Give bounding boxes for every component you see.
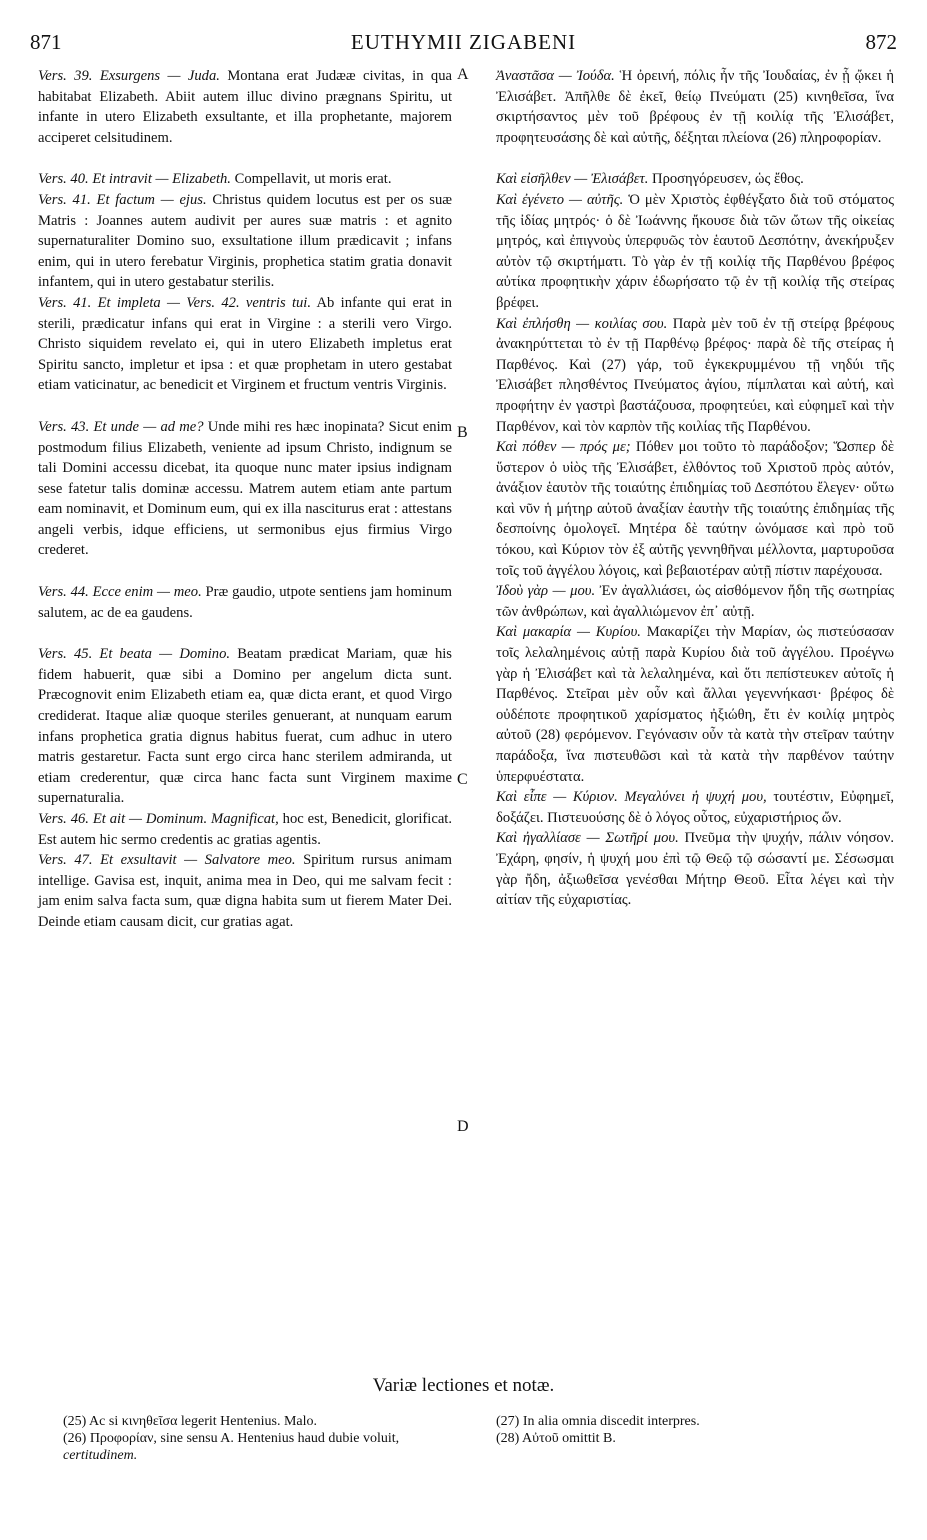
- verse-lemma: Καὶ πόθεν — πρός με;: [496, 439, 631, 456]
- footnote-text: (28) Αὐτοῦ omittit B.: [496, 1431, 616, 1446]
- footnote: [496, 1430, 896, 1447]
- running-title: EUTHYMII ZIGABENI: [350, 30, 577, 54]
- margin-marker-a: A: [457, 66, 469, 83]
- footnote-text: (27) In alia omnia discedit interpres.: [496, 1414, 700, 1429]
- commentary-paragraph: [38, 190, 452, 293]
- commentary-paragraph: [496, 437, 894, 581]
- footnote: [63, 1430, 463, 1464]
- commentary-text: Ἐν ἀγαλλιάσει, ὡς αἰσθόμενον ἤδη τῆς σωτηρίας τῶν ἀνθρώπων, καὶ ἀγαλλιώμενον ἐπ᾽ αὐτῇ.: [496, 583, 894, 620]
- verse-lemma: Vers. 41. Et factum — ejus.: [38, 191, 207, 208]
- commentary-text: Spiritum rursus animam intellige. Gavisa est, inquit, anima mea in Deo, qui me salvam fecit : jam enim salva facta sum, quæ digna habita sum ut fierem Mater Dei. Deinde etiam causam dicit, cur gratias agat.: [38, 852, 452, 930]
- verse-lemma: Ἰδοὺ γὰρ — μου.: [496, 583, 596, 600]
- page-number-left: 871: [30, 30, 62, 54]
- notes-left: [63, 1413, 463, 1464]
- verse-lemma: Vers. 43. Et unde — ad me?: [38, 418, 204, 435]
- verse-lemma: Καὶ εἰσῆλθεν — Ἐλισάβετ.: [496, 171, 649, 188]
- page-header: [30, 30, 897, 60]
- margin-marker-b: B: [457, 424, 468, 441]
- commentary-paragraph: [38, 66, 452, 148]
- verse-lemma: Καὶ εἶπε — Κύριον. Μεγαλύνει ἡ ψυχή μου,: [496, 789, 767, 806]
- verse-lemma: Vers. 41. Et impleta — Vers. 42. ventris tui.: [38, 294, 312, 311]
- commentary-paragraph: [38, 169, 452, 190]
- commentary-text: Ὁ μὲν Χριστὸς ἐφθέγξατο διὰ τοῦ στόματος τῆς ἰδίας μητρός· ὁ δὲ Ἰωάννης ἤκουσε διὰ τῶν ὤτων τῆς οἰκείας μητρός, καὶ ἐπιγνοὺς ὑπερφυῶς τὸν ἑαυτοῦ Δεσπότην, ἀνεκήρυξεν αὐτὸν τῷ σκιρτήματι. Τὸ γὰρ ἐν τῇ κοιλίᾳ τῆς Παρθένου βρέφος αὐτίκα προφητικὴν χάριν ἐδωρήσατο τῷ ἐν τῇ κοιλίᾳ τῆς στείρας βρέφει.: [496, 191, 895, 311]
- commentary-text: Παρὰ μὲν τοῦ ἐν τῇ στείρᾳ βρέφους ἀνακηρύττεται τὸ ἐν τῇ Παρθένῳ βρέφος· παρὰ δὲ τῆς στείρας ἡ Παρθένος. Καὶ (27) γάρ, τοῦ ἐγκεκρυμμένου τῇ νηδύι τῆς Ἐλισάβετ πλησθέντος Πνεύματος ἁγίου, πίμπλαται καὶ αὐτή, καὶ προφήτην ἐν γαστρὶ βαστάζουσα, προφητεύει, καὶ εὐφημεῖ καὶ τὴν Παρθένον, καὶ τὸν καρπὸν τῆς κοιλίας τῆς Παρθένου.: [496, 315, 895, 435]
- commentary-paragraph: [496, 787, 894, 828]
- commentary-paragraph: [38, 850, 452, 932]
- commentary-text: hoc est, Benedicit, glorificat. Est autem hic sermo credentis ac gratias agentis.: [38, 811, 453, 848]
- commentary-paragraph: [38, 293, 452, 396]
- margin-marker-d: D: [457, 1118, 469, 1135]
- commentary-text: Præ gaudio, utpote sentiens jam hominum salutem, ac de ea gaudens.: [38, 584, 452, 621]
- commentary-text: Christus quidem locutus est per os suæ Matris : Joannes autem audivit per aures suæ matris : et agnito supernaturaliter Domino suo, exsultatione illum prædicavit ; infans enim, qui in utero ferebatur Virginis, prophetica statim gratia donavit infantem, qui in utero gestabatur sterilis.: [38, 191, 452, 291]
- commentary-text: τουτέστιν, Εὐφημεῖ, δοξάζει. Πιστευούσης δὲ ὁ λόγος οὗτος, εὐχαριστήριος ὤν.: [496, 789, 894, 826]
- commentary-text: Προσηγόρευσεν, ὡς ἔθος.: [648, 171, 804, 188]
- footnote: [496, 1413, 896, 1430]
- commentary-text: Πόθεν μοι τοῦτο τὸ παράδοξον; Ὥσπερ δὲ ὕστερον ὁ υἱὸς τῆς Ἐλισάβετ, ἐλθόντος τοῦ Χριστοῦ πρὸς αὐτόν, ἀνάξιον ἑαυτὸν τῆς τοιαύτης ἐπιδημίας τοῦ Δεσπότου ἔλεγεν· οὕτω καὶ νῦν ἡ μήτηρ αὐτοῦ ἀναξίαν ἑαυτὴν τῆς τοιαύτης ἐπιδημίας τῆς δεσποίνης ὁμολογεῖ. Μητέρα δὲ ταύτην ὠνόμασε καὶ πρὸ τοῦ τόκου, καὶ Κύριον τὸν ἐξ αὐτῆς γεννηθῆναι μέλλοντα, μαρτυροῦσα τοῖς τοῦ ἀγγέλου λόγοις, καὶ βεβαιοτέραν αὐτῇ πίστιν παρέχουσα.: [496, 439, 894, 579]
- margin-marker-c: C: [457, 771, 468, 788]
- commentary-paragraph: [496, 314, 894, 438]
- commentary-text: Compellavit, ut moris erat.: [230, 171, 392, 188]
- commentary-paragraph: [496, 581, 894, 622]
- latin-column: [38, 66, 452, 933]
- commentary-paragraph: [496, 169, 894, 190]
- commentary-paragraph: [38, 809, 452, 850]
- greek-column: [496, 66, 894, 911]
- verse-lemma: Vers. 39. Exsurgens — Juda.: [38, 68, 220, 84]
- commentary-paragraph: [38, 417, 452, 561]
- verse-lemma: Καὶ ἐγένετο — αὐτῆς.: [496, 191, 624, 208]
- commentary-paragraph: [496, 622, 894, 787]
- footnote-italic: certitudinem.: [63, 1448, 138, 1463]
- verse-lemma: Ἀναστᾶσα — Ἰούδα.: [496, 68, 615, 84]
- commentary-text: Μακαρίζει τὴν Μαρίαν, ὡς πιστεύσασαν τοῖς λελαλημένοις αὐτῇ παρὰ Κυρίου διὰ τοῦ ἀγγέλου. Προέγνω γὰρ ἡ Ἐλισάβετ καὶ τὰ λελαλημένα, καὶ ὅτι πεπίστευκεν αὐτοῖς ἡ Παρθένος. Στεῖραι μὲν οὖν καὶ ἄλλαι γεγεννήκασι· βρέφος δὲ οὐδέποτε προφητικοῦ χαρίσματος ἠξιώθη, ἔτι ἐν κοιλίᾳ μητρὸς αὐτοῦ (28) φερόμενον. Γεγόνασιν οὖν τὰ κατὰ τὴν στεῖραν ταύτην παράδοξα, ἵνα πιστευθῶσι καὶ τὰ κατὰ τὴν παρθένον ταύτην ὑπερφυέστατα.: [496, 624, 894, 785]
- commentary-paragraph: [496, 190, 894, 314]
- commentary-text: Ἡ ὀρεινή, πόλις ἦν τῆς Ἰουδαίας, ἐν ᾗ ᾤκει ἡ Ἐλισάβετ. Ἀπῆλθε δὲ ἐκεῖ, θείῳ Πνεύματι (25) κινηθεῖσα, ἵνα σκιρτήσαντος μὲν τοῦ βρέφους ἐν τῇ κοιλίᾳ τῆς Ἐλισάβετ, προφητευσάσης δὲ καὶ αὐτῆς, δέξηται πλείονα (26) πληροφορίαν.: [496, 68, 894, 146]
- verse-lemma: Vers. 44. Ecce enim — meo.: [38, 584, 202, 601]
- footnote-text: (26) Προφορίαν, sine sensu A. Hentenius haud dubie voluit,: [63, 1431, 400, 1446]
- commentary-text: Πνεῦμα τὴν ψυχήν, πάλιν νόησον. Ἐχάρη, φησίν, ἡ ψυχή μου ἐπὶ τῷ Θεῷ τῷ σώσαντί με. Σέσωσμαι γὰρ ἤδη, ἀξιωθεῖσα γενέσθαι Μήτηρ Θεοῦ. Εἶτα λέγει καὶ τὴν αἰτίαν τῆς εὐχαριστίας.: [496, 830, 894, 909]
- verse-lemma: Vers. 40. Et intravit — Elizabeth.: [38, 171, 231, 188]
- commentary-paragraph: [38, 582, 452, 623]
- commentary-text: Beatam prædicat Mariam, quæ his fidem habuerit, quæ sibi a Domino per angelum dicta sunt. Præcognovit enim Elizabeth etiam ea, quæ dicta erant, et quod Virgo crediderat. Itaque aliæ quoque steriles genuerant, at nunquam earum infans prophetica gratia dignus habitus fuerat, cum adhuc in utero matris gestaretur. Facta sunt ergo circa hanc sterilem admiranda, ut etiam crederentur, quæ circa hanc facta sunt Virginem maxime supernaturalia.: [38, 646, 452, 807]
- verse-lemma: Vers. 47. Et exsultavit — Salvatore meo.: [38, 852, 296, 869]
- commentary-text: Montana erat Judææ civitas, in qua habitabat Elizabeth. Abiit autem illuc divino prægnans Spiritu, ut infante in utero Elizabeth exsultante, et illa prophetante, majorem acciperet celsitudinem.: [38, 68, 452, 146]
- page-number-right: 872: [865, 30, 897, 54]
- verse-lemma: Vers. 46. Et ait — Dominum. Magnificat,: [38, 811, 279, 827]
- commentary-paragraph: [38, 644, 452, 809]
- footnote-text: (25) Ac si κινηθεῖσα legerit Hentenius. Malo.: [63, 1414, 317, 1429]
- commentary-paragraph: [496, 66, 894, 148]
- verse-lemma: Καὶ μακαρία — Κυρίου.: [496, 624, 641, 641]
- verse-lemma: Καὶ ἐπλήσθη — κοιλίας σου.: [496, 315, 668, 332]
- commentary-text: Ab infante qui erat in sterili, prædicatur infans qui erat in Virgine : a sterili vero Virgo. Christo siquidem revelato ei, qui in utero Elizabeth impletus erat Spiritu sancto, impletur et ipsa : et quæ prophetam in utero gestabat etiam vaticinatur, ac benedicit et Virginem et fructum ventris Virginis.: [38, 294, 452, 394]
- notes-right: [496, 1413, 896, 1447]
- verse-lemma: Καὶ ἠγαλλίασε — Σωτῆρί μου.: [496, 830, 679, 847]
- commentary-text: Unde mihi res hæc inopinata? Sicut enim postmodum filius Elizabeth, veniente ad ipsum Christo, indignum se tali Domini accessu dicebat, ita quoque nunc mater ipsius indignam sese fatetur talis dominæ accessu. Matrem autem etiam ante partum eam nominavit, et Dominum eum, qui ex illa nasciturus erat : attestans angeli verbis, idque efficiens, ut sermonibus ejus firmius Virgo crederet.: [38, 418, 452, 559]
- verse-lemma: Vers. 45. Et beata — Domino.: [38, 646, 231, 663]
- commentary-paragraph: [496, 828, 894, 910]
- notes-title: Variæ lectiones et notæ.: [372, 1375, 555, 1396]
- footnote: [63, 1413, 463, 1430]
